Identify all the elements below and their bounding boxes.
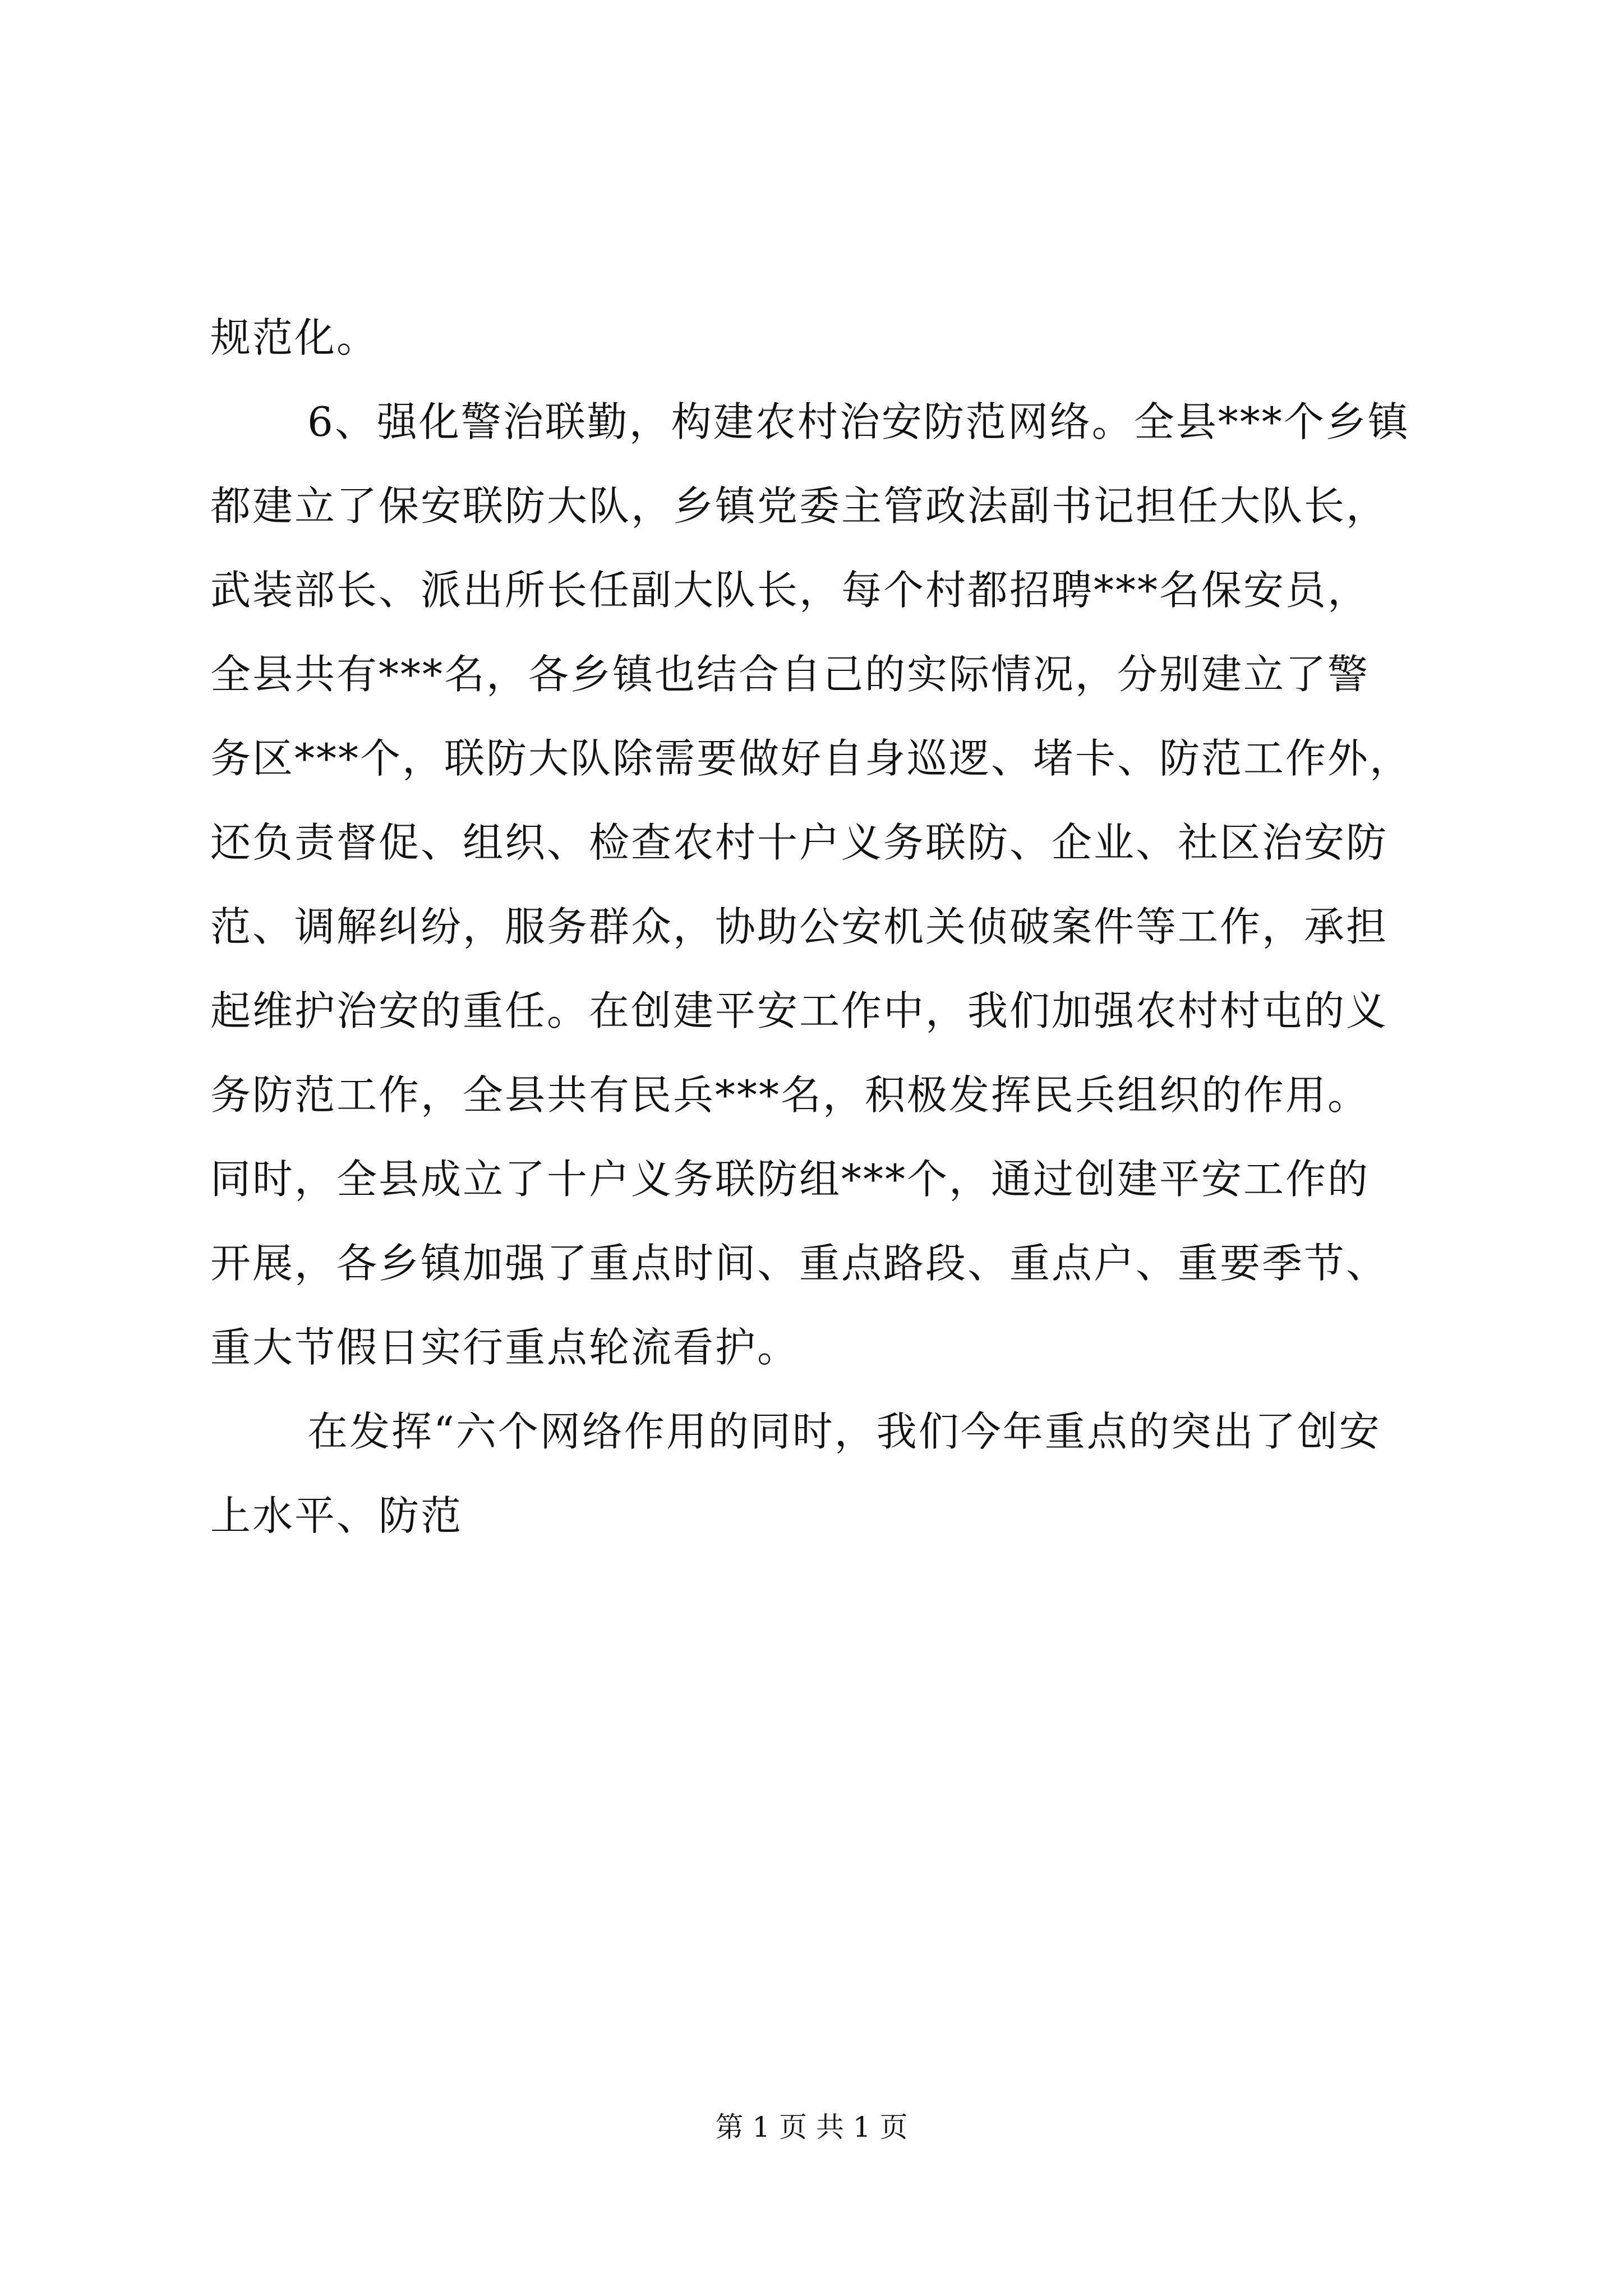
text-line: 同时，全县成立了十户义务联防组***个，通过创建平安工作的 xyxy=(210,1156,1370,1203)
text-line: 开展，各乡镇加强了重点时间、重点路段、重点户、重要季节、 xyxy=(210,1240,1389,1287)
text-line: 武装部长、派出所长任副大队长，每个村都招聘***名保安员， xyxy=(210,567,1370,614)
text-line: 还负责督促、组织、检查农村十户义务联防、企业、社区治安防 xyxy=(210,819,1389,866)
text-line: 上水平、防范 xyxy=(210,1492,463,1539)
text-line: 范、调解纠纷，服务群众，协助公安机关侦破案件等工作，承担 xyxy=(210,903,1389,950)
text-line: 务防范工作，全县共有民兵***名，积极发挥民兵组织的作用。 xyxy=(210,1071,1370,1119)
text-line: 6、强化警治联勤，构建农村治安防范网络。全县***个乡镇 xyxy=(307,398,1410,445)
text-line: 全县共有***名，各乡镇也结合自己的实际情况，分别建立了警 xyxy=(210,651,1370,698)
text-line: 规范化。 xyxy=(210,314,379,361)
text-line: 务区***个，联防大队除需要做好自身巡逻、堵卡、防范工作外， xyxy=(210,735,1412,782)
text-line: 起维护治安的重任。在创建平安工作中，我们加强农村村屯的义 xyxy=(210,987,1389,1034)
text-line: 都建立了保安联防大队，乡镇党委主管政法副书记担任大队长， xyxy=(210,482,1389,530)
text-line: 在发挥“六个网络作用的同时，我们今年重点的突出了创安 xyxy=(307,1408,1381,1455)
page-footer: 第 1 页 共 1 页 xyxy=(715,2111,908,2143)
text-line: 重大节假日实行重点轮流看护。 xyxy=(210,1324,800,1371)
